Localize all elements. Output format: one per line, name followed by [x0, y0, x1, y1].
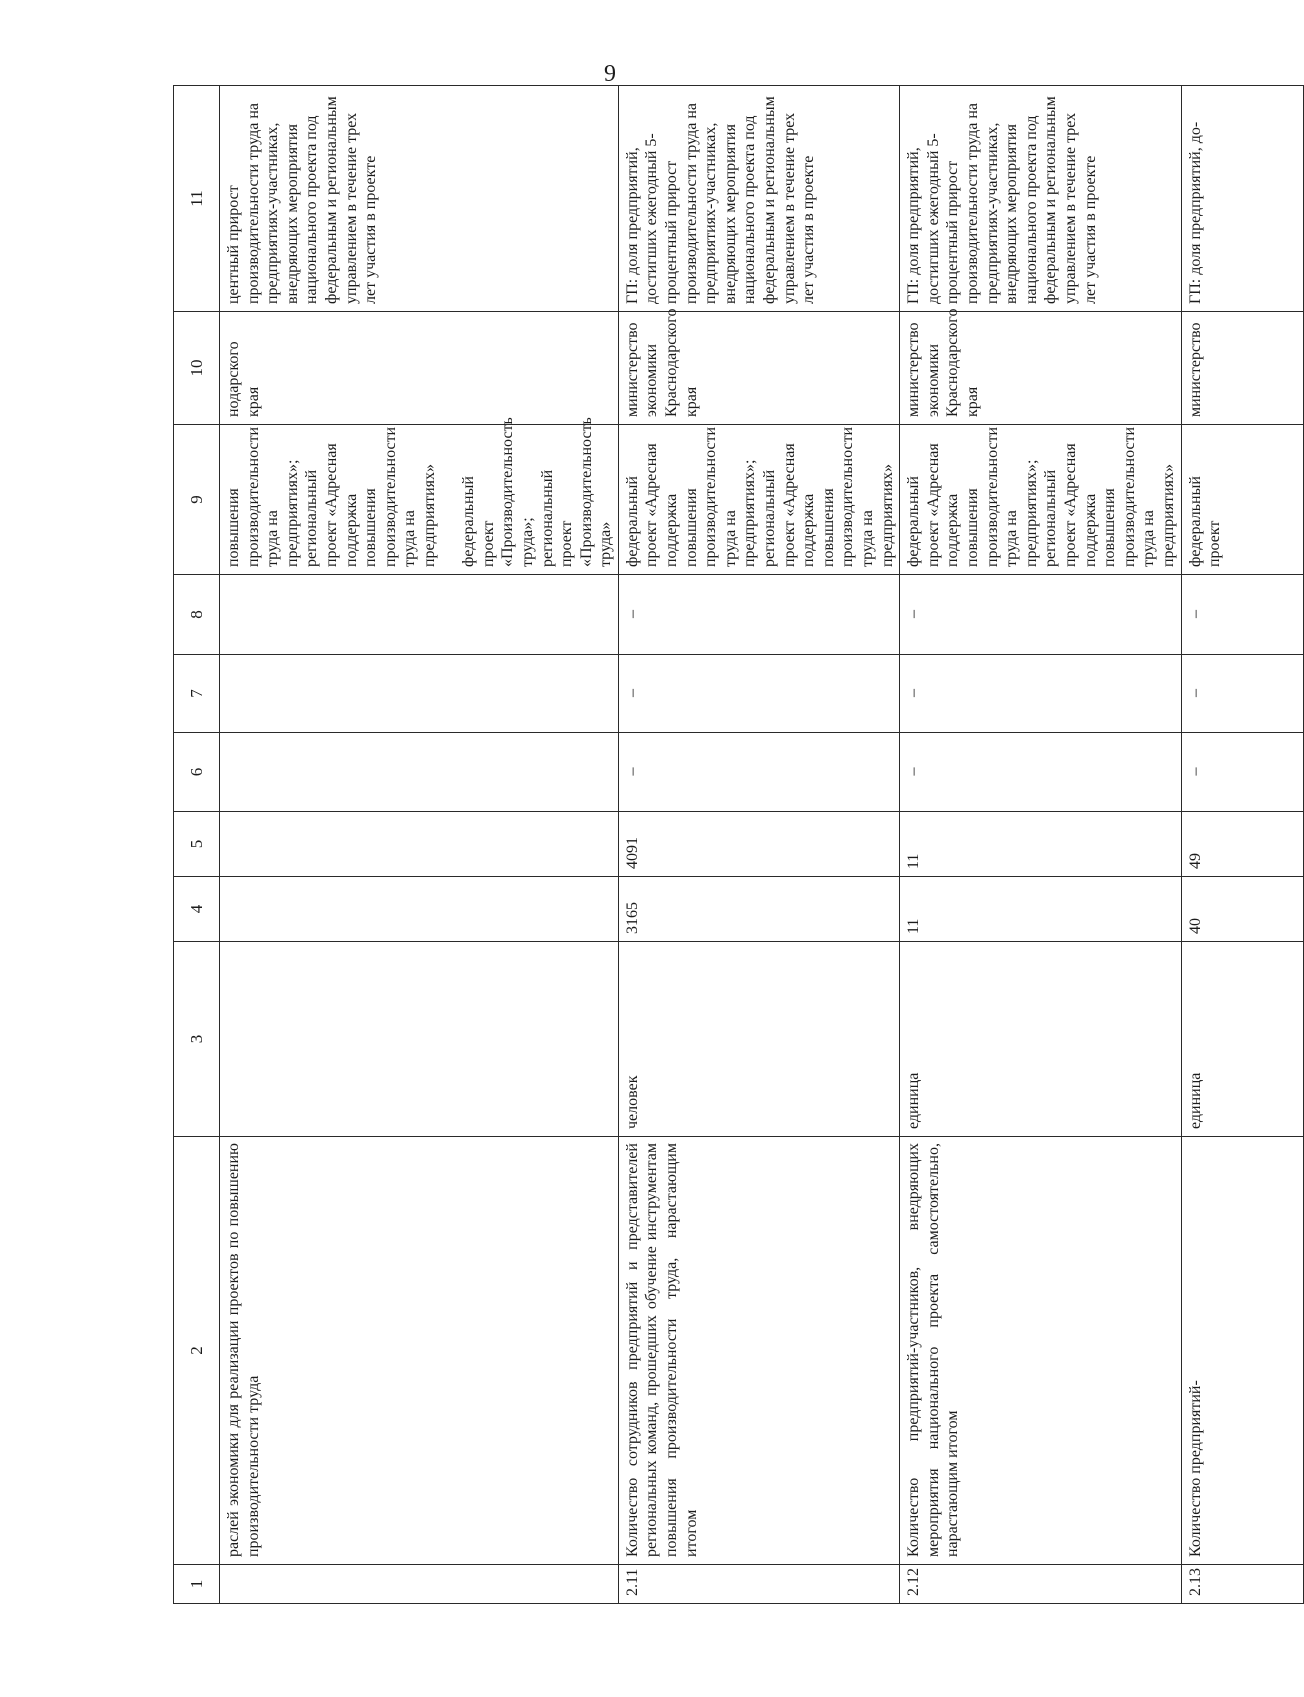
cell-col-8	[1181, 575, 1303, 655]
cell-goal-indicator: ГП: доля предприятий, достигших ежегодный 5-процентный прирост производительности труда на предприятиях-участниках, внедряющих мероприятия национального проекта под федеральным и региональным управлением в течение трех лет участия в проекте	[618, 86, 899, 312]
cell-projects: федеральный проект «Адресная поддержка повышения производительности труда на предприятиях»; региональный проект «Адресная поддержка повышения производительности труда на предприятиях»	[900, 425, 1181, 575]
page-number: 9	[604, 61, 616, 87]
indicators-table	[173, 85, 1304, 1604]
dash: –	[1186, 767, 1204, 776]
header-col-1: 1	[174, 1565, 220, 1604]
table-row	[900, 86, 1181, 1604]
cell-col-7	[900, 655, 1181, 733]
header-col-5: 5	[174, 812, 220, 877]
cell-col-8	[618, 575, 899, 655]
cell-responsible: министерство экономики Краснодарского края	[618, 312, 899, 425]
cell-goal-indicator: ГП: доля предприятий, достигших ежегодный 5-процентный прирост производительности труда на предприятиях-участниках, внедряющих мероприятия национального проекта под федеральным и региональным управлением в течение трех лет участия в проекте	[900, 86, 1181, 312]
cell-col-6	[1181, 733, 1303, 812]
header-col-8: 8	[174, 575, 220, 655]
cell-col-5: 49	[1181, 812, 1303, 877]
cell-indicator-name: Количество сотрудников предприятий и представителей региональных команд, прошедших обучение инструментам повышения производительности труда, нарастающим итогом	[618, 1137, 899, 1565]
cell-unit: единица	[900, 942, 1181, 1137]
cell-indicator-name: раслей экономики для реализации проектов по повышению производительности труда	[220, 1137, 619, 1565]
header-col-9: 9	[174, 425, 220, 575]
cell-col-5	[220, 812, 619, 877]
table-row	[1181, 86, 1303, 1604]
dash: –	[623, 689, 641, 697]
table-row	[220, 86, 619, 1604]
dash: –	[1186, 689, 1204, 697]
cell-col-5: 11	[900, 812, 1181, 877]
dash: –	[623, 767, 641, 776]
cell-col-6	[900, 733, 1181, 812]
cell-col-4: 40	[1181, 877, 1303, 942]
cell-col-4: 3165	[618, 877, 899, 942]
dash: –	[1186, 610, 1204, 618]
cell-projects: федеральный проект «Адресная поддержка повышения производительности труда на предприятиях»; региональный проект «Адресная поддержка повышения производительности труда на предприятиях»	[618, 425, 899, 575]
cell-indicator-name: Количество предприятий-участников, внедряющих мероприятия национального проекта самостоятельно, нарастающим итогом	[900, 1137, 1181, 1565]
cell-responsible: министерство экономики Краснодарского края	[900, 312, 1181, 425]
cell-col-6	[220, 733, 619, 812]
cell-col-8	[220, 575, 619, 655]
rotated-table-container	[173, 86, 1224, 1604]
header-col-6: 6	[174, 733, 220, 812]
dash: –	[623, 610, 641, 618]
cell-responsible: министерство	[1181, 312, 1303, 425]
dash: –	[905, 610, 923, 618]
cell-col-7	[618, 655, 899, 733]
cell-col-4	[220, 877, 619, 942]
cell-unit: человек	[618, 942, 899, 1137]
dash: –	[905, 689, 923, 697]
cell-responsible: нодарского края	[220, 312, 619, 425]
cell-col-8	[900, 575, 1181, 655]
cell-col-5: 4091	[618, 812, 899, 877]
cell-goal-indicator: ГП: доля предприятий, до-	[1181, 86, 1303, 312]
cell-number	[220, 1565, 619, 1604]
cell-projects: повышения производительности труда на предприятиях»; региональный проект «Адресная поддержка повышения производительности труда на предприятиях» федеральный проект «Производительность труда»; региональный проект «Производительность труда»	[220, 425, 619, 575]
header-col-11: 11	[174, 86, 220, 312]
cell-number: 2.11	[618, 1565, 899, 1604]
cell-projects: федеральный проект	[1181, 425, 1303, 575]
cell-col-4: 11	[900, 877, 1181, 942]
cell-indicator-name: Количество предприятий-	[1181, 1137, 1303, 1565]
header-col-2: 2	[174, 1137, 220, 1565]
cell-col-6	[618, 733, 899, 812]
cell-unit: единица	[1181, 942, 1303, 1137]
header-col-7: 7	[174, 655, 220, 733]
header-col-10: 10	[174, 312, 220, 425]
cell-col-7	[220, 655, 619, 733]
table-row	[618, 86, 899, 1604]
header-col-4: 4	[174, 877, 220, 942]
cell-number: 2.13	[1181, 1565, 1303, 1604]
cell-number: 2.12	[900, 1565, 1181, 1604]
cell-unit	[220, 942, 619, 1137]
cell-col-7	[1181, 655, 1303, 733]
cell-goal-indicator: центный прирост производительности труда на предприятиях-участниках, внедряющих мероприятия национального проекта под федеральным и региональным управлением в течение трех лет участия в проекте	[220, 86, 619, 312]
header-row	[174, 86, 220, 1604]
header-col-3: 3	[174, 942, 220, 1137]
dash: –	[905, 767, 923, 776]
